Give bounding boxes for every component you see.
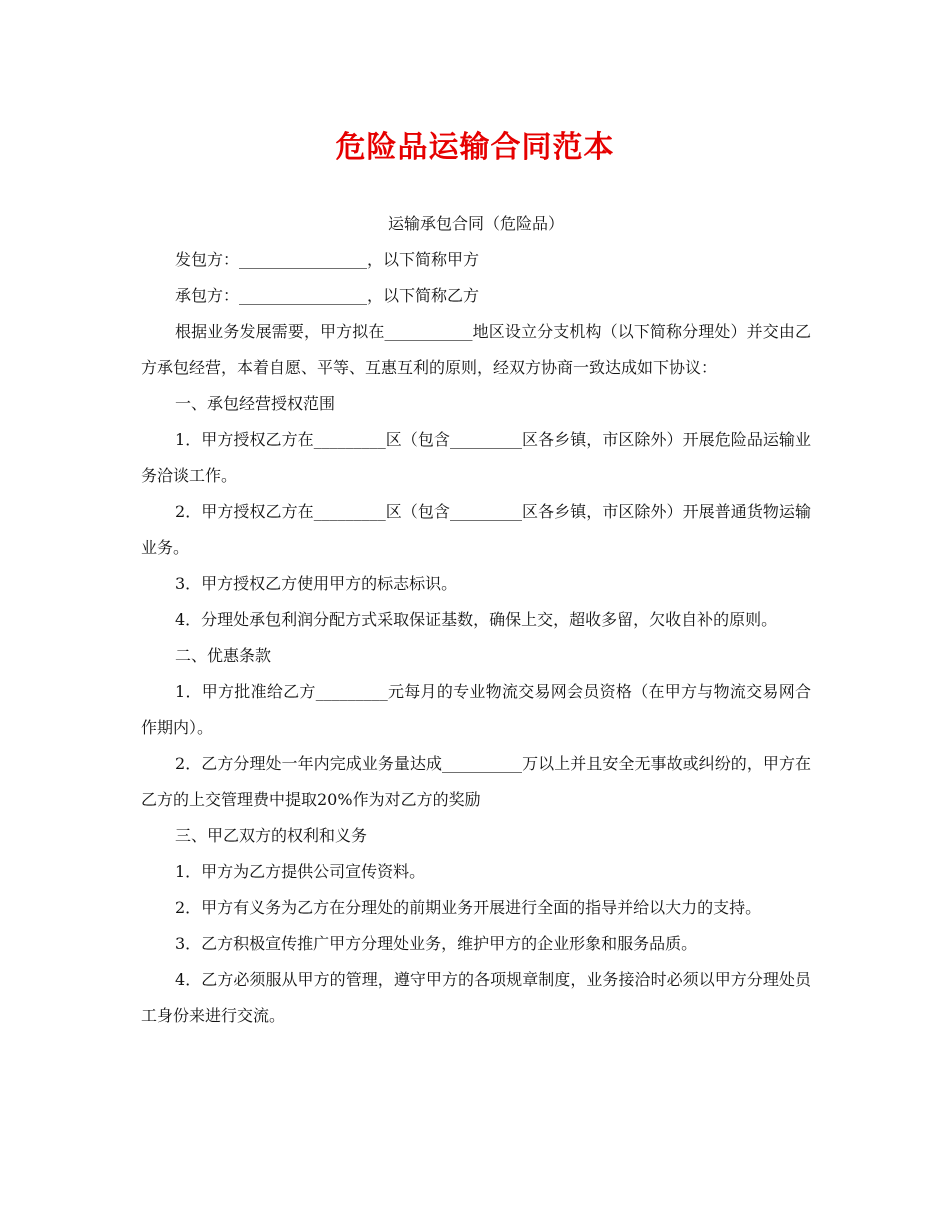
section-heading-3: 三、甲乙双方的权利和义务 [175, 826, 368, 845]
clause-1-4: 4．分理处承包利润分配方式采取保证基数，确保上交，超收多留，欠收自补的原则。 [175, 610, 778, 629]
party-b-line: 承包方：________________，以下简称乙方 [175, 286, 480, 305]
clause-1-2: 2．甲方授权乙方在_________区（包含_________区各乡镇，市区除外）开展普通货物运输业务。 [141, 502, 811, 557]
document-body [141, 206, 811, 1034]
section-heading-2: 二、优惠条款 [175, 646, 272, 665]
clause-3-2: 2．甲方有义务为乙方在分理处的前期业务开展进行全面的指导并给以大力的支持。 [175, 898, 762, 917]
clause-1-1: 1．甲方授权乙方在_________区（包含_________区各乡镇，市区除外）开展危险品运输业务洽谈工作。 [141, 430, 811, 485]
preamble-paragraph: 根据业务发展需要，甲方拟在___________地区设立分支机构（以下简称分理处）并交由乙方承包经营，本着自愿、平等、互惠互利的原则，经双方协商一致达成如下协议： [141, 322, 811, 377]
clause-3-3: 3．乙方积极宣传推广甲方分理处业务，维护甲方的企业形象和服务品质。 [175, 934, 698, 953]
clause-3-4: 4．乙方必须服从甲方的管理，遵守甲方的各项规章制度，业务接洽时必须以甲方分理处员工身份来进行交流。 [141, 970, 811, 1025]
clause-3-1: 1．甲方为乙方提供公司宣传资料。 [175, 862, 426, 881]
contract-subtitle: 运输承包合同（危险品） [387, 214, 564, 233]
party-a-line: 发包方：________________，以下简称甲方 [175, 250, 480, 269]
clause-1-3: 3．甲方授权乙方使用甲方的标志标识。 [175, 574, 458, 593]
clause-2-1: 1．甲方批准给乙方_________元每月的专业物流交易网会员资格（在甲方与物流交易网合作期内）。 [141, 682, 811, 737]
clause-2-2: 2．乙方分理处一年内完成业务量达成__________万以上并且安全无事故或纠纷的，甲方在乙方的上交管理费中提取20%作为对乙方的奖励 [141, 754, 811, 809]
document-title: 危险品运输合同范本 [335, 130, 615, 165]
section-heading-1: 一、承包经营授权范围 [175, 394, 336, 413]
